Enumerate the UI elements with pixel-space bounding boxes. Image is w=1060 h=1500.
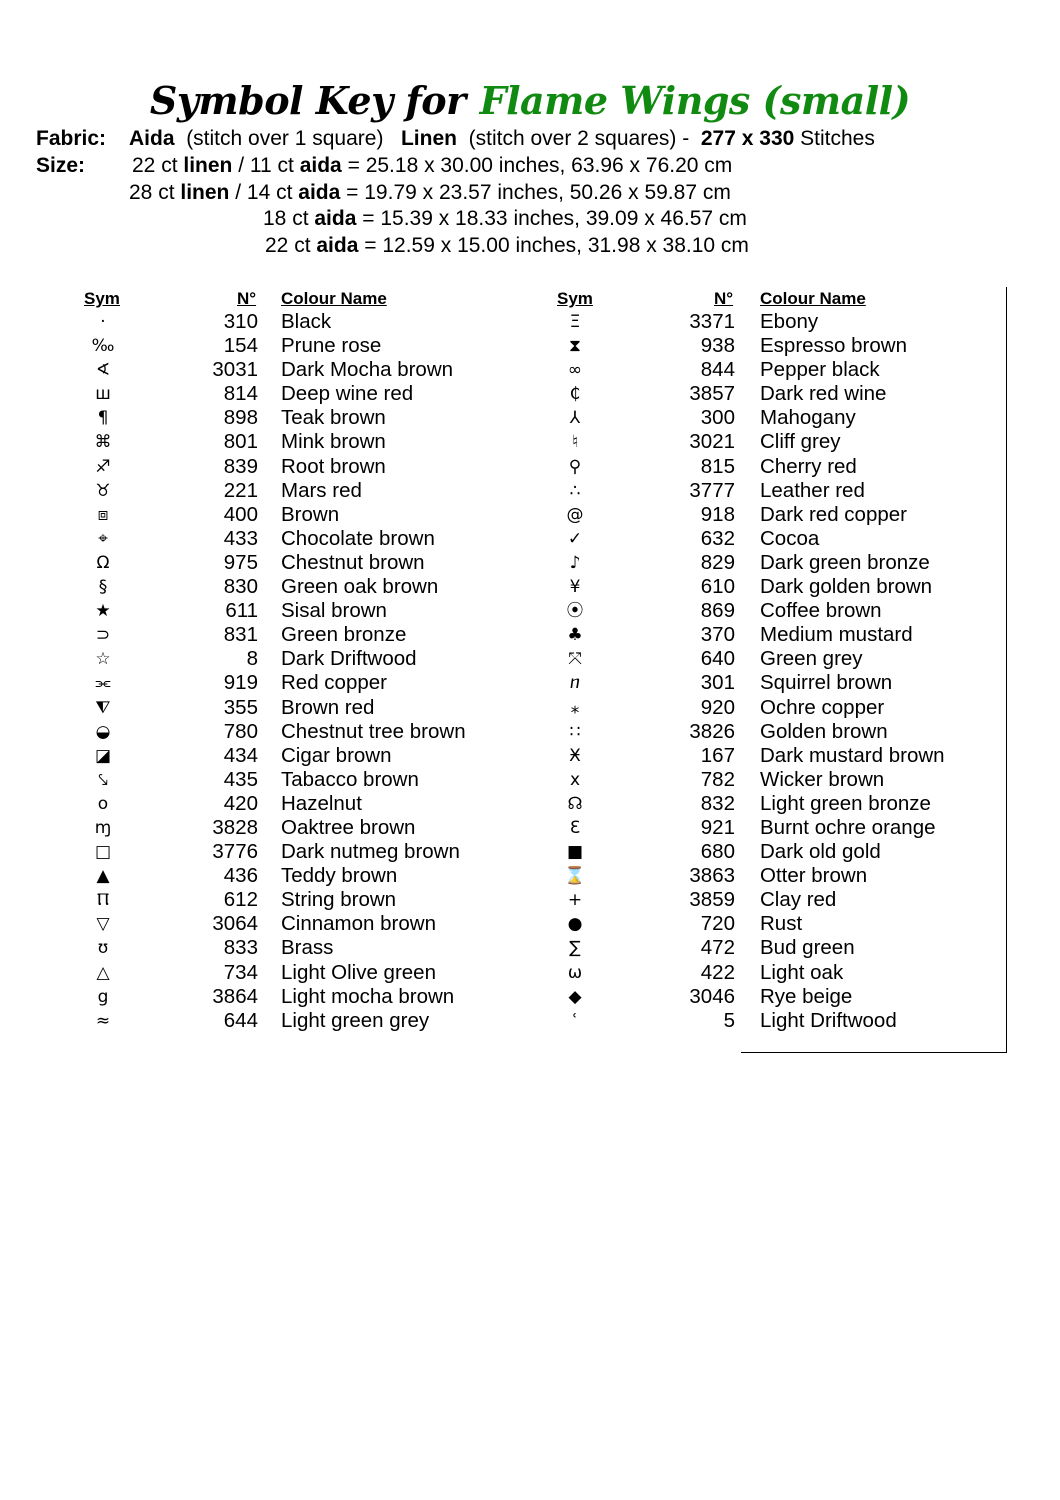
colour-name: Dark Mocha brown (281, 358, 454, 382)
symbol: ≈ (95, 1010, 111, 1031)
size-line (129, 180, 731, 206)
colour-name: Green grey (760, 647, 863, 671)
symbol: ⧗ (569, 336, 581, 357)
colour-name: Light Driftwood (760, 1008, 897, 1032)
floss-number: 844 (700, 358, 735, 382)
floss-number: 898 (223, 406, 258, 430)
colour-name: Deep wine red (281, 382, 414, 406)
symbol: ∢ (95, 360, 111, 381)
symbol: ⦿ (566, 601, 584, 622)
size-dimensions: = 25.18 x 30.00 inches, 63.96 x 76.20 cm (347, 154, 733, 177)
floss-number: 612 (223, 888, 258, 912)
fabric-line (36, 126, 875, 152)
colour-name: Medium mustard (760, 623, 913, 647)
colour-name: Mink brown (281, 430, 386, 454)
symbol: Ɛ (569, 817, 581, 838)
size-fabric: aida (316, 234, 359, 257)
floss-number: 814 (223, 382, 258, 406)
symbol: Ω (96, 552, 110, 573)
colour-name: Black (281, 310, 332, 333)
colour-name: Light oak (760, 960, 844, 984)
floss-number: 632 (700, 526, 735, 550)
floss-number: 221 (223, 478, 258, 502)
floss-number: 5 (723, 1008, 735, 1032)
colour-name: Light green bronze (760, 791, 931, 815)
fabric-aida-note: (stitch over 1 square) (186, 127, 384, 150)
colour-name: Light mocha brown (281, 984, 455, 1008)
size-line (265, 233, 749, 259)
floss-number: 3776 (212, 840, 258, 864)
fabric-label: Fabric: (36, 127, 107, 150)
fabric-linen-note: (stitch over 2 squares) - (468, 127, 690, 150)
floss-number: 3863 (689, 864, 735, 888)
size-count: 18 ct (263, 207, 309, 230)
floss-number: 3031 (212, 358, 258, 382)
symbol: @ (566, 504, 584, 525)
colour-name: Dark red wine (760, 382, 887, 406)
header-number: N° (714, 289, 734, 308)
floss-number: 680 (700, 840, 735, 864)
floss-number: 3777 (689, 478, 735, 502)
size-fabric: aida (299, 154, 342, 177)
symbol: ⧈ (97, 504, 109, 525)
colour-name: Chestnut tree brown (281, 719, 466, 743)
symbol: ✓ (567, 528, 583, 549)
colour-name: Dark mustard brown (760, 743, 945, 767)
header-number: N° (237, 289, 257, 308)
floss-number: 3371 (689, 310, 735, 333)
symbol: ⤧ (568, 649, 582, 670)
floss-number: 301 (700, 671, 735, 695)
symbol: ʊ (97, 938, 109, 959)
colour-name: Cherry red (760, 454, 857, 478)
symbol: ♮ (571, 432, 579, 453)
stitch-count: 277 x 330 (700, 127, 795, 150)
floss-number: 869 (700, 599, 735, 623)
symbol: ⴖ (569, 673, 581, 694)
colour-name: Rust (760, 912, 803, 936)
symbol: ☆ (95, 649, 111, 670)
colour-name: Cocoa (760, 526, 820, 550)
header-colour-name: Colour Name (760, 289, 866, 308)
colour-name: Espresso brown (760, 334, 907, 358)
size-dimensions: = 12.59 x 15.00 inches, 31.98 x 38.10 cm (364, 234, 749, 257)
size-fabric: linen (180, 181, 230, 204)
colour-name: Light Olive green (281, 960, 436, 984)
floss-number: 975 (223, 550, 258, 574)
colour-name: Oaktree brown (281, 815, 416, 839)
size-line (263, 206, 747, 232)
colour-name: Chocolate brown (281, 526, 435, 550)
symbol: ∴ (569, 480, 581, 501)
floss-number: 831 (223, 623, 258, 647)
floss-number: 3021 (689, 430, 735, 454)
colour-name: Clay red (760, 888, 837, 912)
floss-number: 938 (700, 334, 735, 358)
floss-number: 734 (223, 960, 258, 984)
colour-name: Rye beige (760, 984, 853, 1008)
floss-number: 472 (700, 936, 735, 960)
floss-number: 167 (700, 743, 735, 767)
colour-name: Cinnamon brown (281, 912, 436, 936)
colour-name: Cigar brown (281, 743, 392, 767)
symbol: ♉ (95, 480, 111, 501)
floss-number: 433 (223, 526, 258, 550)
floss-number: 918 (700, 502, 735, 526)
colour-name: Chestnut brown (281, 550, 425, 574)
floss-number: 782 (700, 767, 735, 791)
floss-number: 829 (700, 550, 735, 574)
colour-name: Pepper black (760, 358, 880, 382)
colour-name: Burnt ochre orange (760, 815, 936, 839)
colour-name: Coffee brown (760, 599, 882, 623)
symbol: ∞ (567, 360, 583, 381)
colour-name: Green oak brown (281, 575, 439, 599)
colour-name: Dark red copper (760, 502, 907, 526)
symbol: ♐ (95, 456, 111, 477)
symbol: ⚲ (568, 456, 582, 477)
colour-name: Teak brown (281, 406, 386, 430)
colour-name: Tabacco brown (281, 767, 419, 791)
size-label: Size: (36, 154, 86, 177)
floss-number: 3828 (212, 815, 258, 839)
floss-number: 436 (223, 864, 258, 888)
symbol: ■ (566, 842, 584, 863)
floss-number: 640 (700, 647, 735, 671)
colour-name: Bud green (760, 936, 855, 960)
symbol: ♪ (569, 552, 581, 573)
colour-name: Teddy brown (281, 864, 398, 888)
symbol: ω (567, 962, 583, 983)
floss-number: 3064 (212, 912, 258, 936)
size-count: 22 ct (132, 154, 178, 177)
floss-number: 815 (700, 454, 735, 478)
symbol: ¥ (569, 577, 581, 598)
floss-number: 833 (223, 936, 258, 960)
size-dimensions: = 15.39 x 18.33 inches, 39.09 x 46.57 cm (356, 207, 747, 230)
colour-name: Cliff grey (760, 430, 841, 454)
floss-number: 3046 (689, 984, 735, 1008)
floss-number: 154 (223, 334, 258, 358)
header-sym: Sym (84, 289, 120, 308)
floss-number: 3859 (689, 888, 735, 912)
floss-number: 3826 (689, 719, 735, 743)
symbol: ▽ (96, 914, 110, 935)
fabric-aida: Aida (129, 127, 175, 150)
colour-name: Golden brown (760, 719, 888, 743)
floss-number: 3857 (689, 382, 735, 406)
symbol: x (569, 769, 581, 790)
floss-number: 839 (223, 454, 258, 478)
colour-name: Mars red (281, 478, 362, 502)
symbol: Ⲡ (96, 890, 110, 911)
symbol: Ӿ (569, 745, 581, 766)
size-count: / 14 ct (235, 181, 293, 204)
floss-number: 611 (225, 599, 258, 623)
symbol: ▲ (96, 866, 110, 887)
symbol: ☊ (567, 793, 583, 814)
floss-number: 434 (223, 743, 258, 767)
symbol: § (98, 577, 108, 598)
table-border-right (1006, 287, 1007, 1053)
floss-number: 919 (223, 671, 258, 695)
pattern-name: Flame Wings (small) (479, 78, 911, 123)
symbol: ◆ (568, 986, 582, 1007)
symbol: ∑ (569, 938, 581, 959)
colour-name: Dark Driftwood (281, 647, 417, 671)
symbol: △ (96, 962, 110, 983)
symbol: ¶ (97, 408, 109, 429)
colour-name: Dark green bronze (760, 550, 930, 574)
colour-name: Green bronze (281, 623, 407, 647)
floss-number: 644 (223, 1008, 258, 1032)
size-fabric: linen (183, 154, 233, 177)
symbol: ʿ (572, 1010, 578, 1031)
symbol: ⁎ (570, 697, 580, 718)
header-colour-name: Colour Name (281, 289, 387, 308)
stitches-word: Stitches (800, 127, 875, 150)
colour-name: Ochre copper (760, 695, 885, 719)
symbol: ⅄ (569, 408, 581, 429)
floss-number: 370 (700, 623, 735, 647)
floss-number: 921 (700, 815, 735, 839)
floss-number: 310 (223, 310, 258, 333)
floss-number: 8 (246, 647, 258, 671)
colour-name: Prune rose (281, 334, 382, 358)
colour-name: Sisal brown (281, 599, 387, 623)
symbol: o (97, 793, 109, 814)
fabric-linen: Linen (400, 127, 457, 150)
symbol: ₵ (569, 384, 581, 405)
colour-name: Red copper (281, 671, 387, 695)
colour-name: Leather red (760, 478, 865, 502)
size-dimensions: = 19.79 x 23.57 inches, 50.26 x 59.87 cm (346, 181, 731, 204)
floss-number: 435 (223, 767, 258, 791)
symbol: ⌘ (94, 432, 112, 453)
symbol: ш (95, 384, 111, 405)
symbol: ɱ (94, 817, 112, 838)
floss-number: 300 (700, 406, 735, 430)
floss-number: 780 (223, 719, 258, 743)
floss-number: 832 (700, 791, 735, 815)
floss-number: 400 (223, 502, 258, 526)
colour-name: Wicker brown (760, 767, 885, 791)
symbol: Ξ (569, 312, 581, 332)
colour-name: Otter brown (760, 864, 868, 888)
symbol: ⌖ (98, 528, 108, 549)
floss-number: 720 (700, 912, 735, 936)
colour-name: Dark golden brown (760, 575, 933, 599)
size-count: 22 ct (265, 234, 311, 257)
symbol: ⧨ (95, 697, 111, 718)
page-title (0, 78, 1060, 124)
colour-name: Brown (281, 502, 340, 526)
symbol: ◒ (95, 721, 111, 742)
colour-name: String brown (281, 888, 397, 912)
symbol: ⫘ (95, 673, 111, 694)
colour-name: Brown red (281, 695, 375, 719)
floss-number: 801 (223, 430, 258, 454)
symbol: ∷ (569, 721, 581, 742)
colour-name: Light green grey (281, 1008, 430, 1032)
size-line (36, 153, 732, 179)
floss-number: 422 (700, 960, 735, 984)
symbol: ● (567, 914, 583, 935)
colour-name: Brass (281, 936, 334, 960)
symbol: g (97, 986, 109, 1007)
size-count: 28 ct (129, 181, 175, 204)
size-fabric: aida (298, 181, 341, 204)
table-border-bottom (741, 1052, 1007, 1053)
symbol: ♣ (567, 625, 583, 646)
symbol: ⌛ (564, 866, 586, 887)
colour-name: Hazelnut (281, 791, 362, 815)
symbol: + (567, 890, 583, 911)
colour-name: Dark nutmeg brown (281, 840, 460, 864)
colour-name: Root brown (281, 454, 386, 478)
floss-number: 420 (223, 791, 258, 815)
colour-name: Squirrel brown (760, 671, 893, 695)
colour-name: Mahogany (760, 406, 856, 430)
symbol: ⤥ (98, 769, 108, 790)
symbol: ‰ (91, 336, 115, 357)
colour-name: Dark old gold (760, 840, 881, 864)
symbol: · (100, 312, 106, 332)
floss-number: 830 (223, 575, 258, 599)
floss-number: 610 (700, 575, 735, 599)
floss-number: 3864 (212, 984, 258, 1008)
floss-number: 355 (223, 695, 258, 719)
header-sym: Sym (557, 289, 593, 308)
symbol: □ (94, 842, 112, 863)
size-fabric: aida (314, 207, 357, 230)
symbol: ★ (95, 601, 111, 622)
floss-number: 920 (700, 695, 735, 719)
colour-name: Ebony (760, 310, 819, 333)
size-count: / 11 ct (238, 154, 294, 177)
symbol: ◪ (94, 745, 112, 766)
title-prefix: Symbol Key for (149, 78, 466, 123)
symbol: ⊃ (95, 625, 111, 646)
